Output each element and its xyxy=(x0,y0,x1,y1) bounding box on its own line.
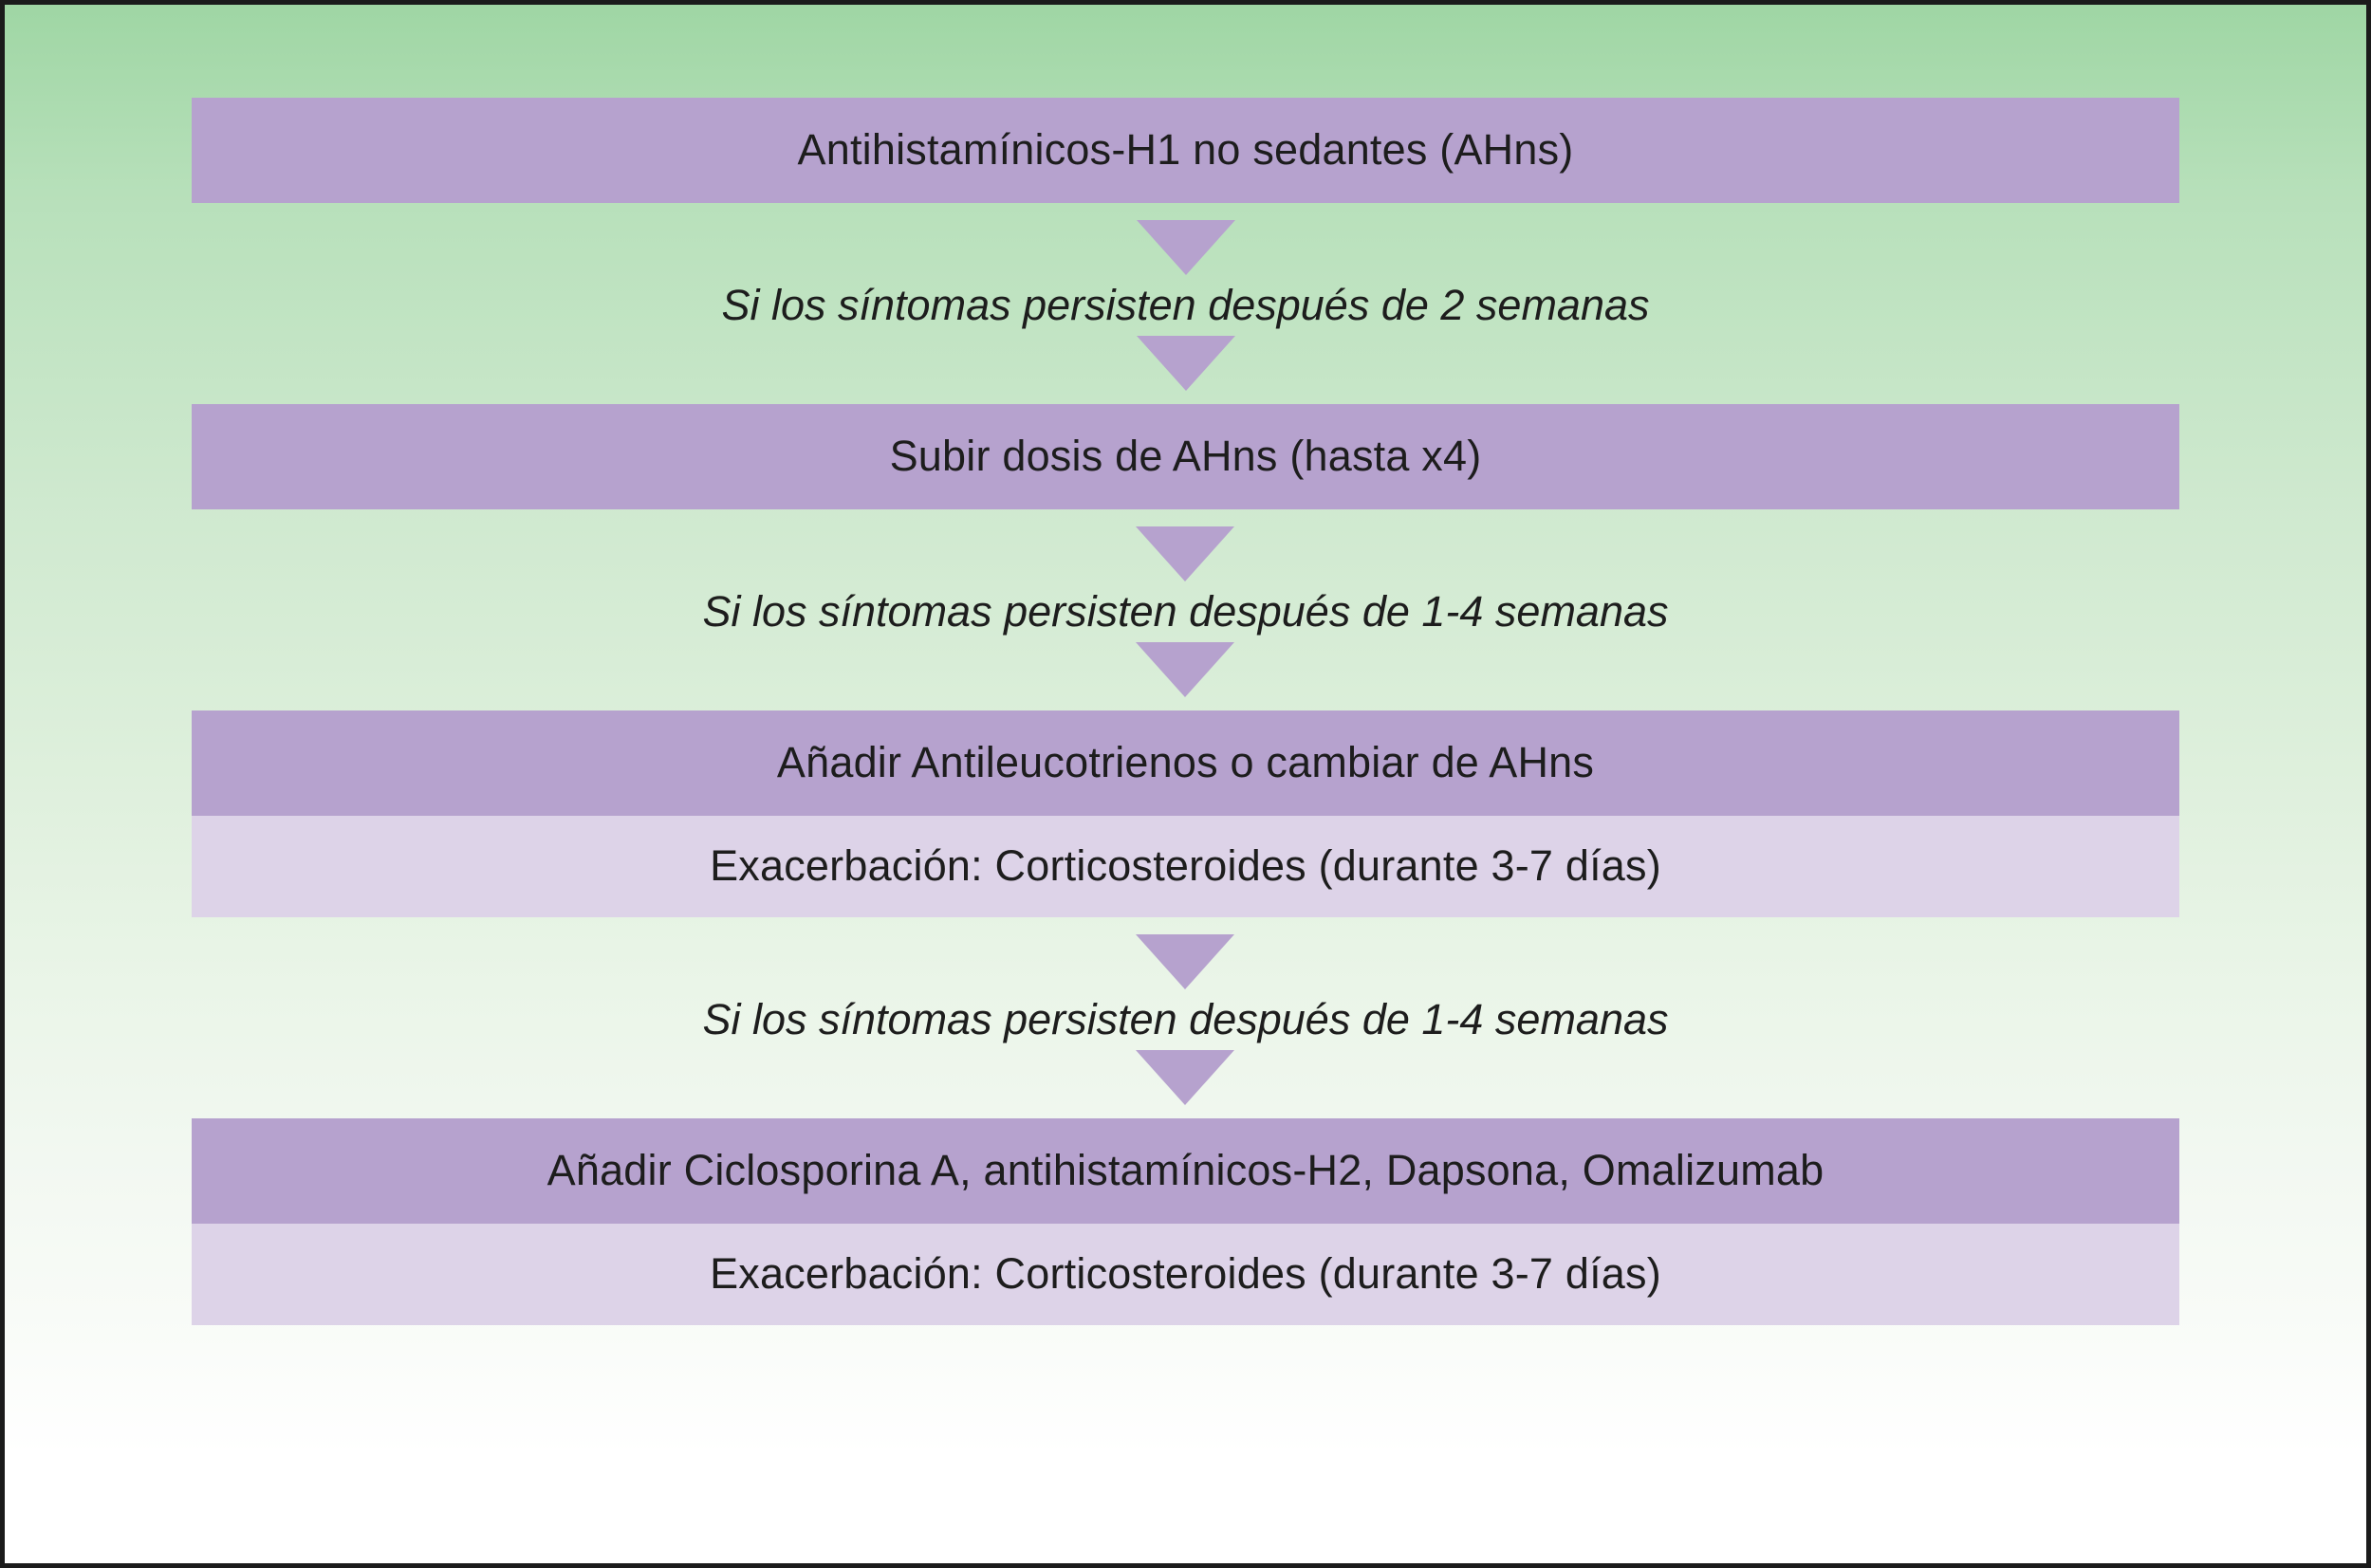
step-3-main-label: Añadir Antileucotrienos o cambiar de AHns xyxy=(192,710,2179,816)
down-arrow-icon xyxy=(1137,336,1235,391)
flow-step-2 xyxy=(192,404,2179,509)
down-arrow-icon xyxy=(1136,934,1234,989)
down-arrow-icon xyxy=(1136,642,1234,697)
down-arrow-icon xyxy=(1137,220,1235,275)
flow-step-4 xyxy=(192,1118,2179,1325)
flow-step-3 xyxy=(192,710,2179,917)
step-3-sub-label: Exacerbación: Corticosteroides (durante 3-7 días) xyxy=(192,816,2179,917)
flow-connector-3 xyxy=(702,917,1668,1118)
connector-1-condition: Si los síntomas persisten después de 2 semanas xyxy=(721,281,1650,329)
step-4-main-label: Añadir Ciclosporina A, antihistamínicos-H2, Dapsona, Omalizumab xyxy=(192,1118,2179,1224)
connector-3-condition: Si los síntomas persisten después de 1-4 semanas xyxy=(702,995,1669,1043)
step-2-main-label: Subir dosis de AHns (hasta x4) xyxy=(192,404,2179,509)
down-arrow-icon xyxy=(1136,526,1234,581)
step-4-sub-label: Exacerbación: Corticosteroides (durante 3-7 días) xyxy=(192,1224,2179,1325)
flowchart xyxy=(5,5,2366,1563)
flow-connector-1 xyxy=(721,203,1649,404)
step-1-main-label: Antihistamínicos-H1 no sedantes (AHns) xyxy=(192,98,2179,203)
connector-2-condition: Si los síntomas persisten después de 1-4 semanas xyxy=(702,587,1669,636)
flow-step-1 xyxy=(192,98,2179,203)
down-arrow-icon xyxy=(1136,1050,1234,1105)
flow-connector-2 xyxy=(702,509,1668,710)
